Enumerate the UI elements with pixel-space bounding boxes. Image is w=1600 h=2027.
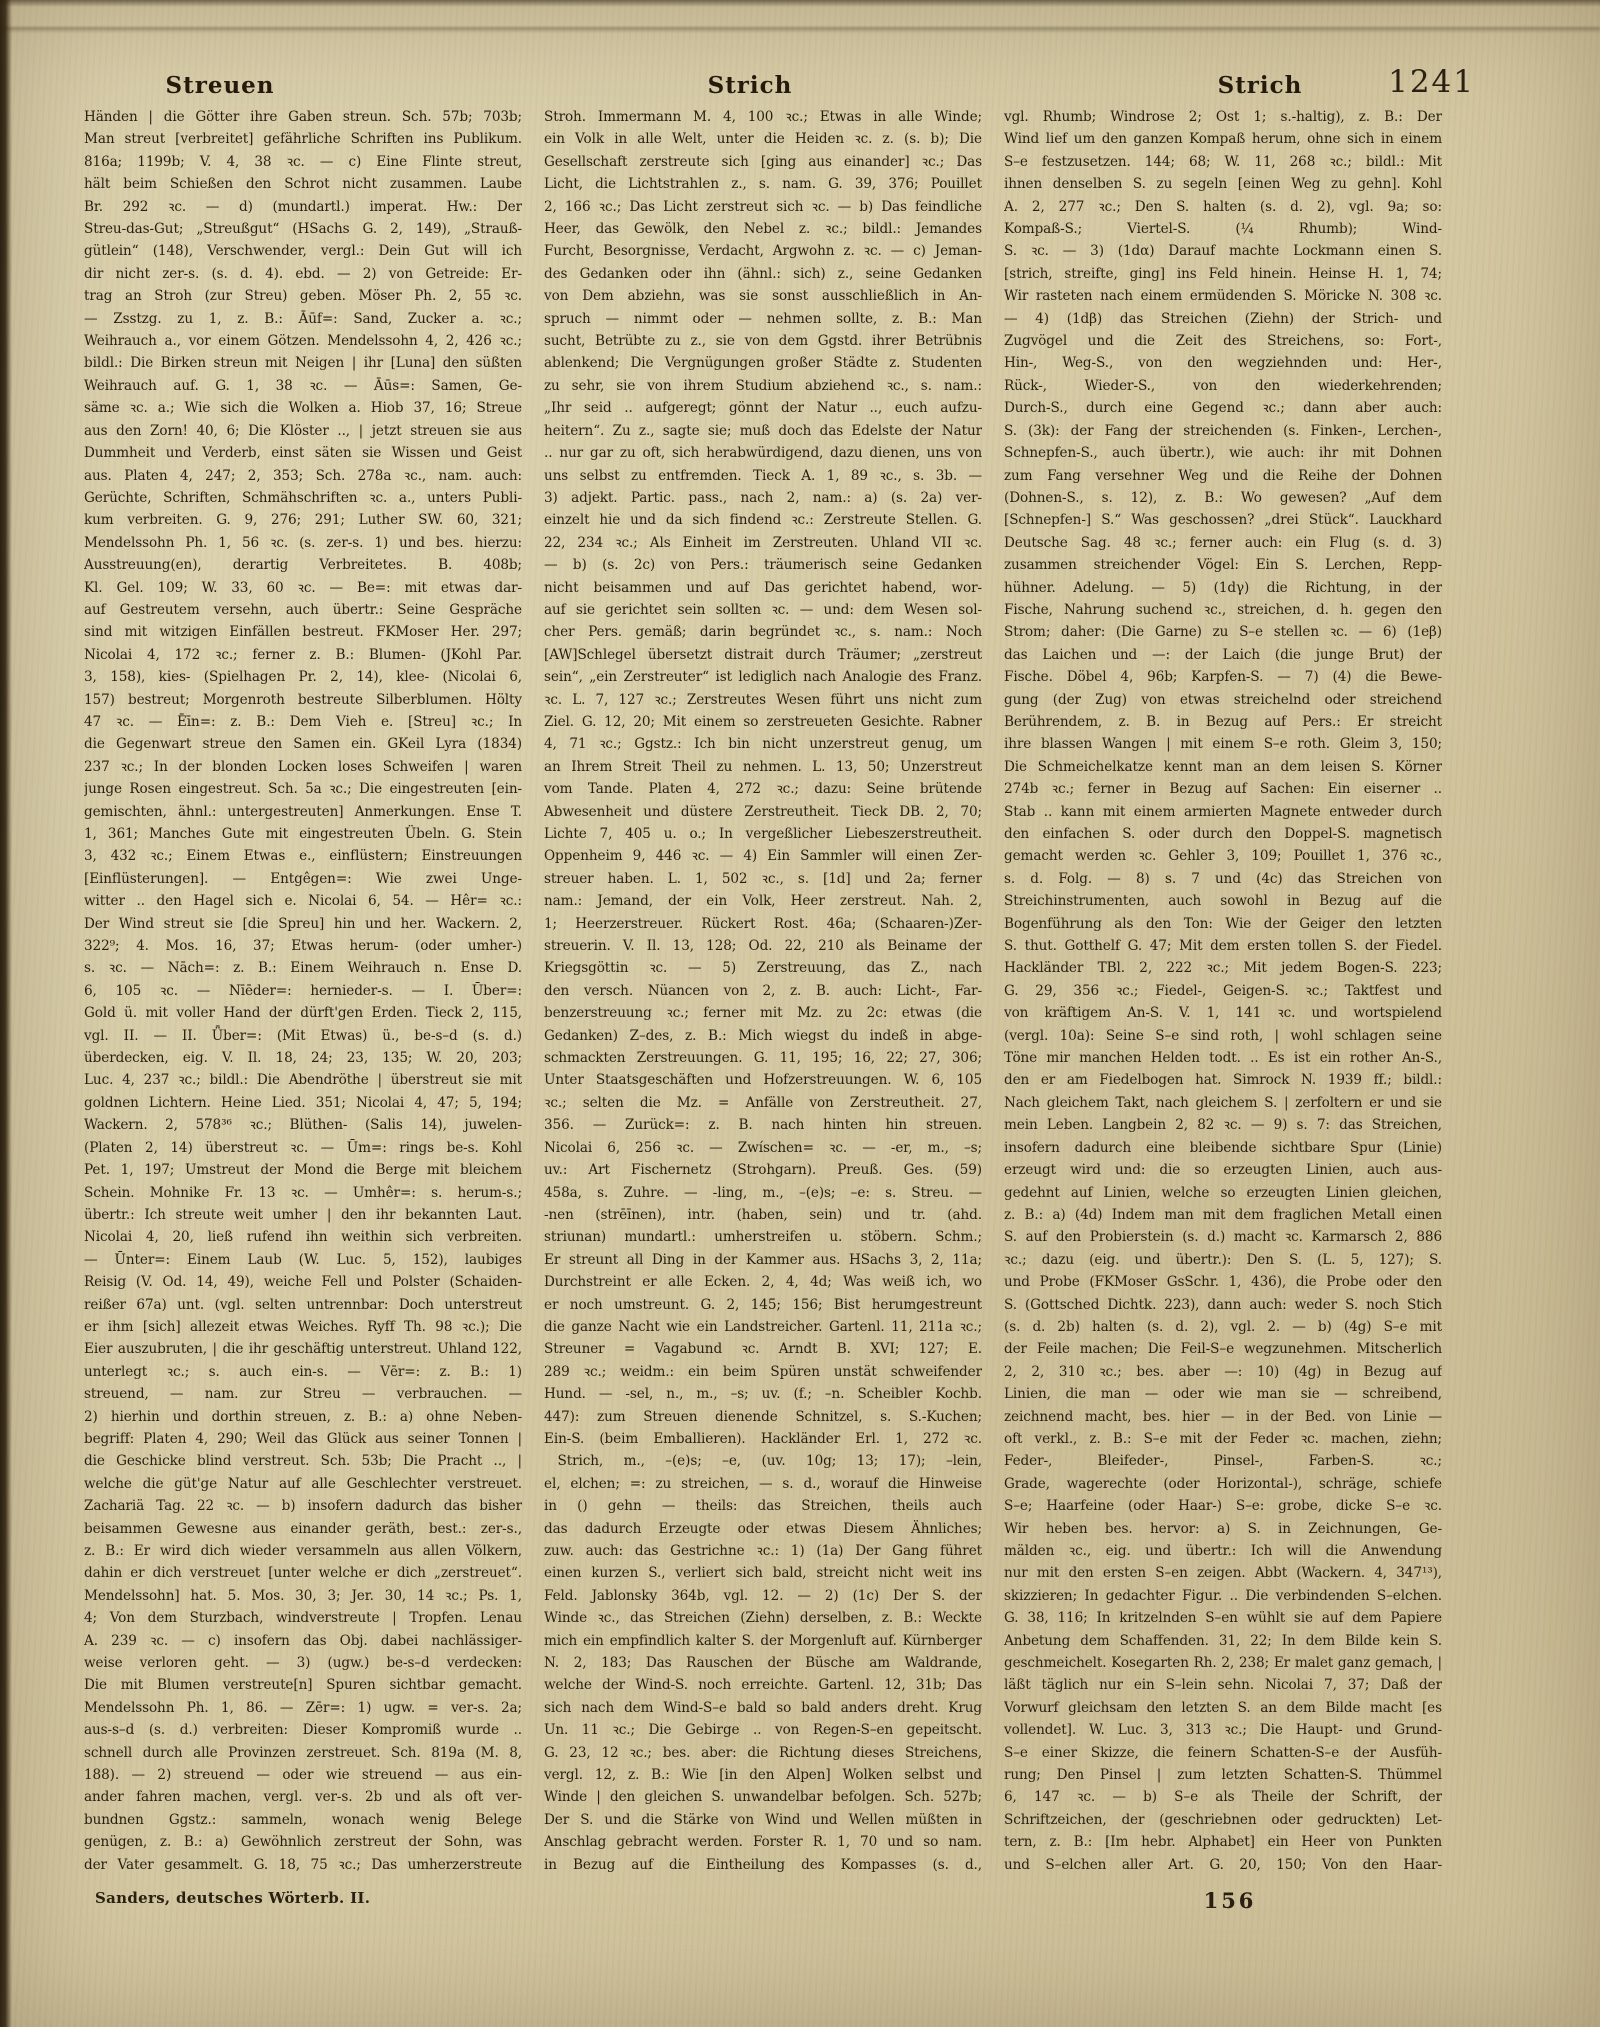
text-line: N. 2, 183; Das Rauschen der Büsche am Waldrande, [544,1655,982,1672]
text-column-2 [544,106,982,1876]
text-line: gütlein“ (148), Verschwender, vergl.: Dein Gut will ich [84,243,522,260]
text-line: Winde | den gleichen S. unwandelbar befolgen. Sch. 527b; [544,1789,982,1806]
text-line: uv.: Art Fischernetz (Strohgarn). Preuß. Ges. (59) [544,1162,982,1179]
text-column-1 [84,106,522,1876]
text-line: Man streut [verbreitet] gefährliche Schriften ins Publikum. [84,131,522,148]
text-line: Streuner = Vagabund ꝛc. Arndt B. XVI; 127; E. [544,1341,982,1358]
text-line: gung (der Zug) von etwas streichelnd oder streichend [1004,691,1442,708]
text-line: der Vater gesammelt. G. 18, 75 ꝛc.; Das umherzerstreute [84,1856,522,1873]
scan-left-edge [0,0,12,2027]
text-line: 2, 166 ꝛc.; Das Licht zerstreut sich ꝛc. — b) Das feindliche [544,198,982,215]
text-line: Grade, wagerechte (oder Horizontal-), schräge, schiefe [1004,1475,1442,1492]
text-line: zuw. auch: das Gestrichne ꝛc.: 1) (1a) Der Gang führet [544,1543,982,1559]
text-line: Stab .. kann mit einem armierten Magnete entweder durch [1004,803,1442,820]
text-line: [Schnepfen-] S.“ Was geschossen? „drei Stück“. Lauckhard [1004,512,1442,529]
text-line: 4; Von dem Sturzbach, windverstreute | Tropfen. Lenau [84,1610,522,1627]
text-line: [strich, streifte, ging] ins Feld hinein. Heinse H. 1, 74; [1004,265,1442,282]
text-line: 3, 432 ꝛc.; Einem Etwas e., einflüstern; Einstreuungen [84,848,522,865]
text-line: reißer 67a) unt. (vgl. selten untrennbar: Doch unterstreut [84,1296,522,1313]
text-line: 458a, s. Zuhre. — -ling, m., –(e)s; –e: s. Streu. — [544,1184,982,1201]
text-line: „Ihr seid .. aufgeregt; gönnt der Natur .., euch aufzu- [544,400,982,417]
text-line: Unter Staatsgeschäften und Hofzerstreuungen. W. 6, 105 [544,1072,982,1089]
text-line: Schriftzeichen, der (geschriebnen oder gedruckten) Let- [1004,1811,1442,1828]
text-line: vom Tande. Platen 4, 272 ꝛc.; dazu: Seine brütende [544,781,982,798]
text-line: Abwesenheit und düstere Zerstreutheit. Tieck DB. 2, 70; [544,803,982,820]
text-line: Kl. Gel. 109; W. 33, 60 ꝛc. — Be=: mit etwas dar- [84,579,522,596]
text-line: und S–elchen aller Art. G. 20, 150; Von den Haar- [1004,1856,1442,1873]
text-line: S–e; Haarfeine (oder Haar-) S–e: grobe, dicke S–e ꝛc. [1004,1498,1442,1515]
text-line: in Bezug auf die Eintheilung des Kompasses (s. d., [544,1856,982,1873]
text-line: Stroh. Immermann M. 4, 100 ꝛc.; Etwas in alle Winde; [544,109,982,125]
text-line: Er streunt all Ding in der Kammer aus. HSachs 3, 2, 11a; [544,1251,982,1268]
text-line: 274b ꝛc.; ferner in Bezug auf Sachen: Ein eiserner .. [1004,781,1442,798]
text-line: Hund. — -sel, n., m., –s; uv. (f.; –n. Scheibler Kochb. [544,1386,982,1403]
text-line: die ganze Nacht wie ein Landstreicher. Gartenl. 11, 211a ꝛc.; [544,1318,982,1335]
text-line: unterlegt ꝛc.; s. auch ein-s. — Vēr=: z. B.: 1) [84,1363,522,1380]
text-line: tern, z. B.: [Im hebr. Alphabet] ein Heer von Punkten [1004,1834,1442,1851]
text-line: Schnepfen-S., auch übertr.), wie auch: ihr mit Dohnen [1004,445,1442,462]
text-line: Ziel. G. 12, 20; Mit einem so zerstreueten Gesichte. Rabner [544,713,982,730]
text-line: streuer haben. L. 1, 502 ꝛc., s. [1d] und 2a; ferner [544,870,982,887]
text-line: Kompaß-S.; Viertel-S. (¼ Rhumb); Wind- [1004,221,1442,238]
text-line: trag an Stroh (zur Streu) geben. Möser Ph. 2, 55 ꝛc. [84,288,522,305]
text-line: (Dohnen-S., s. 12), z. B.: Wo gewesen? „Auf dem [1004,489,1442,506]
text-line: Br. 292 ꝛc. — d) (mundartl.) imperat. Hw.: Der [84,198,522,215]
text-line: beisammen Gewesne aus einander geräth, best.: zer-s., [84,1520,522,1537]
text-line: Strich, m., –(e)s; –e, (uv. 10g; 13; 17); –lein, [544,1453,982,1470]
text-line: Streichinstrumenten, auch sowohl in Bezug auf die [1004,893,1442,910]
text-line: schnell durch alle Provinzen zerstreuet. Sch. 819a (M. 8, [84,1744,522,1761]
text-line: bundnen Ggstz.: sammeln, wonach wenig Belege [84,1811,522,1828]
text-line: 6, 105 ꝛc. — Nīēder=: hernieder-s. — I. Ūber=: [84,982,522,999]
text-line: läßt täglich nur ein S–lein sehn. Nicolai 7, 37; Daß der [1004,1677,1442,1694]
text-line: s. d. Folg. — 8) s. 7 und (4c) das Streichen von [1004,870,1442,887]
text-line: Ausstreuung(en), derartig Verbreitetes. B. 408b; [84,557,522,574]
text-line: zu sehr, sie von ihrem Studium abziehend ꝛc., s. nam.: [544,377,982,394]
text-line: dahin er dich verstreuet [unter welche er dich „zerstreuet“. [84,1565,522,1582]
text-line: Kriegsgöttin ꝛc. — 5) Zerstreuung, das Z., nach [544,960,982,977]
text-line: 816a; 1199b; V. 4, 38 ꝛc. — c) Eine Flinte streut, [84,153,522,170]
text-line: die Gegenwart streue den Samen ein. GKeil Lyra (1834) [84,736,522,753]
text-line: 6, 147 ꝛc. — b) S–e als Theile der Schrift, der [1004,1789,1442,1806]
text-line: s. ꝛc. — Nāch=: z. B.: Einem Weihrauch n. Ense D. [84,960,522,977]
text-line: Durchstreint er alle Ecken. 2, 4, 4d; Was weiß ich, wo [544,1274,982,1291]
text-line: oft verkl., z. B.: S–e mit der Feder ꝛc. machen, ziehn; [1004,1430,1442,1447]
text-column-3 [1004,106,1442,1876]
text-line: Rück-, Wieder-S., von den wiederkehrenden; [1004,377,1442,394]
text-line: Anbetung dem Schaffenden. 31, 22; In dem Bilde kein S. [1004,1632,1442,1649]
text-line: Durch-S., durch eine Gegend ꝛc.; dann aber auch: [1004,400,1442,417]
text-line: Oppenheim 9, 446 ꝛc. — 4) Ein Sammler will einen Zer- [544,848,982,865]
text-line: ꝛc.; selten die Mz. = Anfälle von Zerstreutheit. 27, [544,1094,982,1111]
text-line: einen kurzen S., verliert sich bald, streicht nicht weit ins [544,1565,982,1582]
text-line: Nicolai 4, 20, ließ rufend ihn weithin sich verbreiten. [84,1229,522,1246]
text-line: ein Volk in alle Welt, unter die Heiden ꝛc. z. (s. b); Die [544,131,982,148]
text-line: Wir rasteten nach einem ermüdenden S. Möricke N. 308 ꝛc. [1004,288,1442,305]
text-line: S–e einer Skizze, die feinern Schatten-S–e der Ausfüh- [1004,1744,1442,1761]
text-line: er noch umstreunt. G. 2, 145; 156; Bist herumgestreunt [544,1296,982,1313]
text-line: Bogenführung als den Ton: Wie der Geiger den letzten [1004,915,1442,932]
text-line: Vorwurf gleichsam den letzten S. an dem Bilde macht [es [1004,1699,1442,1716]
running-head-center: Strich [707,72,793,99]
text-line: Gedanken) Z–des, z. B.: Mich wiegst du indeß in abge- [544,1027,982,1044]
text-line: säme ꝛc. a.; Wie sich die Wolken a. Hiob 37, 16; Streue [84,400,522,417]
text-line: Un. 11 ꝛc.; Die Gebirge .. von Regen-S–en gepeitscht. [544,1722,982,1739]
text-line: übertr.: Ich streute weit umher | den ihr bekannten Laut. [84,1206,522,1223]
text-line: das Laichen und —: der Laich (die junge Brut) der [1004,646,1442,663]
text-line: Reisig (V. Od. 14, 49), weiche Fell und Polster (Schaiden- [84,1274,522,1291]
text-line: Furcht, Besorgnisse, Verdacht, Argwohn z. ꝛc. — c) Jeman- [544,243,982,260]
text-line: Heer, das Gewölk, den Nebel z. ꝛc.; bildl.: Jemandes [544,221,982,238]
text-line: des Gedanken oder ihn (ähnl.: sich) z., seine Gedanken [544,265,982,282]
text-line: S. auf den Probierstein (s. d.) macht ꝛc. Karmarsch 2, 886 [1004,1229,1442,1246]
text-line: S. ꝛc. — 3) (1dα) Darauf machte Lockmann einen S. [1004,243,1442,260]
text-line: A. 239 ꝛc. — c) insofern das Obj. dabei nachlässiger- [84,1632,522,1649]
text-line: Nicolai 4, 172 ꝛc.; ferner z. B.: Blumen- (JKohl Par. [84,646,522,663]
text-line: geschmeichelt. Kosegarten Rh. 2, 238; Er malet ganz gemach, | [1004,1655,1442,1672]
text-line: Töne mir manchen Helden todt. .. Es ist ein rother An-S., [1004,1050,1442,1067]
volume-footer: Sanders, deutsches Wörterb. II. [95,1889,371,1907]
text-line: ihre blassen Wangen | mit einem S–e roth. Gleim 3, 150; [1004,736,1442,753]
text-line: 237 ꝛc.; In der blonden Locken loses Schweifen | waren [84,758,522,775]
text-line: Gold ü. mit voller Hand der dürft'gen Erden. Tieck 2, 115, [84,1005,522,1022]
text-line: S. thut. Gotthelf G. 47; Mit dem ersten tollen S. der Fiedel. [1004,938,1442,955]
text-line: überdecken, eig. V. Il. 18, 24; 23, 135; W. 20, 203; [84,1050,522,1067]
text-line: 47 ꝛc. — Ēīn=: z. B.: Dem Vieh e. [Streu] ꝛc.; In [84,713,522,730]
text-line: ꝛc.; dazu (eig. und übertr.): Den S. (L. 5, 127); S. [1004,1251,1442,1268]
text-line: gemischten, ähnl.: untergestreuten] Anmerkungen. Ense T. [84,803,522,820]
text-line: die Geschicke blind verstreut. Sch. 53b; Die Pracht .., | [84,1453,522,1470]
text-line: G. 38, 116; In kritzelnden S–en wühlt sie auf dem Papiere [1004,1610,1442,1627]
text-line: auf Gestreutem versehn, auch übertr.: Seine Gespräche [84,601,522,618]
text-line: Mendelssohn Ph. 1, 86. — Zēr=: 1) ugw. = ver-s. 2a; [84,1699,522,1716]
text-line: mein Leben. Langbein 2, 82 ꝛc. — 9) s. 7: das Streichen, [1004,1117,1442,1134]
text-line: Nicolai 6, 256 ꝛc. — Zwíschen= ꝛc. — -er, m., –s; [544,1139,982,1156]
text-line: Eier auszubruten, | die ihr geschäftig unterstreut. Uhland 122, [84,1341,522,1358]
text-line: genügen, z. B.: a) Gewöhnlich zerstreut der Sohn, was [84,1834,522,1851]
text-line: ablenkend; Die Vergnügungen großer Städte z. Studenten [544,355,982,372]
text-line: Fische. Döbel 4, 96b; Karpfen-S. — 7) (4) die Bewe- [1004,669,1442,686]
text-line: an Ihrem Streit Theil zu nehmen. L. 13, 50; Unzerstreut [544,758,982,775]
text-line: gedehnt auf Linien, welche so erzeugten Linien gleichen, [1004,1184,1442,1201]
text-line: zusammen streichender Vögel: Ein S. Lerchen, Repp- [1004,557,1442,574]
text-line: A. 2, 277 ꝛc.; Den S. halten (s. d. 2), vgl. 9a; so: [1004,198,1442,215]
text-line: welche die güt'ge Natur auf alle Geschlechter verstreuet. [84,1475,522,1492]
text-line: heitern“. Zu z., sagte sie; muß doch das Edelste der Natur [544,422,982,439]
text-line: sucht, Betrübte zu z., sie von dem Ggstd. ihrer Betrübnis [544,333,982,350]
text-line: streuerin. V. Il. 13, 128; Od. 22, 210 als Beiname der [544,938,982,955]
text-line: Der Wind streut sie [die Spreu] hin und her. Wackern. 2, [84,915,522,932]
text-line: streuend, — nam. zur Streu — verbrauchen. — [84,1386,522,1403]
text-line: hühner. Adelung. — 5) (1dγ) die Richtung, in der [1004,579,1442,596]
text-line: Mendelssohn Ph. 1, 56 ꝛc. (s. zer-s. 1) und bes. hierzu: [84,534,522,551]
text-line: z. B.: a) (4d) Indem man mit dem fraglichen Metall einen [1004,1206,1442,1223]
text-line: 447): zum Streuen dienende Schnitzel, s. S.-Kuchen; [544,1408,982,1425]
text-line: striunan) mundartl.: umherstreifen u. stöbern. Schm.; [544,1229,982,1246]
text-line: — Zsstzg. zu 1, z. B.: Āūf=: Sand, Zucker a. ꝛc.; [84,310,522,327]
text-line: junge Rosen eingestreut. Sch. 5a ꝛc.; Die eingestreuten [ein- [84,781,522,798]
text-line: gemacht werden ꝛc. Gehler 3, 109; Pouillet 1, 376 ꝛc., [1004,848,1442,865]
text-line: Dummheit und Verderb, einst säten sie Wissen und Geist [84,445,522,462]
text-line: goldnen Lichtern. Heine Lied. 351; Nicolai 4, 47; 5, 194; [84,1094,522,1111]
text-line: aus-s–d (s. d.) verbreiten: Dieser Kompromiß wurde .. [84,1722,522,1739]
text-line: S–e festzusetzen. 144; 68; W. 11, 268 ꝛc.; bildl.: Mit [1004,153,1442,170]
text-line: Luc. 4, 237 ꝛc.; bildl.: Die Abendröthe | überstreut sie mit [84,1072,522,1089]
running-head-right: Strich [1217,72,1303,99]
text-line: mälden ꝛc., eig. und übertr.: Ich will die Anwendung [1004,1543,1442,1559]
text-line: G. 29, 356 ꝛc.; Fiedel-, Geigen-S. ꝛc.; Taktfest und [1004,982,1442,999]
text-line: den er am Fiedelbogen hat. Simrock N. 1939 ff.; bildl.: [1004,1072,1442,1089]
text-line: bildl.: Die Birken streun mit Neigen | ihr [Luna] den süßten [84,355,522,372]
text-line: spruch — nimmt oder — nehmen sollte, z. B.: Man [544,310,982,327]
text-line: Hin-, Weg-S., von den wegziehnden und: Her-, [1004,355,1442,372]
text-line: Wir heben bes. hervor: a) S. in Zeichnungen, Ge- [1004,1520,1442,1537]
text-line: einzelt hie und da sich findend ꝛc.: Zerstreute Stellen. G. [544,512,982,529]
text-line: el, elchen; =: zu streichen, — s. d., worauf die Hinweise [544,1475,982,1492]
text-line: von Dem abziehn, was sie sonst ausschließlich in An- [544,288,982,305]
text-line: Wackern. 2, 578³⁶ ꝛc.; Blüthen- (Salis 14), juwelen- [84,1117,522,1134]
text-line: den einfachen S. oder durch den Doppel-S. magnetisch [1004,826,1442,842]
scan-artifact-streak [0,27,1600,33]
text-line: (vergl. 10a): Seine S–e sind roth, | wohl schlagen seine [1004,1027,1442,1044]
text-line: Weihrauch auf. G. 1, 38 ꝛc. — Āūs=: Samen, Ge- [84,377,522,394]
text-line: rung; Den Pinsel | zum letzten Schatten-S. Thümmel [1004,1767,1442,1784]
text-line: uns selbst zu entfremden. Tieck A. 1, 89 ꝛc., s. 3b. — [544,467,982,484]
text-line: dir nicht zer-s. (s. d. 4). ebd. — 2) von Getreide: Er- [84,265,522,282]
text-line: den versch. Nüancen von 2, z. B. auch: Licht-, Far- [544,982,982,999]
text-line: kum verbreiten. G. 9, 276; 291; Luther SW. 60, 321; [84,512,522,529]
text-line: ander fahren machen, vergl. ver-s. 2b und als oft ver- [84,1789,522,1806]
text-line: aus den Zorn! 40, 6; Die Klöster .., | jetzt streuen sie aus [84,422,522,439]
text-line: nam.: Jemand, der ein Volk, Heer zerstreut. Nah. 2, [544,893,982,910]
text-line: 356. — Zurück=: z. B. nach hinten hin streuen. [544,1117,982,1134]
text-line: Hackländer TBl. 2, 222 ꝛc.; Mit jedem Bogen-S. 223; [1004,960,1442,977]
page-number: 1241 [1388,64,1475,100]
text-line: -nen (strēīnen), intr. (haben, sein) und tr. (ahd. [544,1206,982,1223]
text-line: witter .. den Hagel sich e. Nicolai 6, 54. — Hêr= ꝛc.: [84,893,522,910]
text-line: Der S. und die Stärke von Wind und Wellen müßten in [544,1811,982,1828]
text-line: vgl. II. — II. Ǖber=: (Mit Etwas) ü., be-s–d (s. d.) [84,1027,522,1044]
text-line: [AW]Schlegel übersetzt distrait durch Träumer; „zerstreut [544,646,982,663]
text-line: in () gehn — theils: das Streichen, theils auch [544,1498,982,1515]
text-line: Deutsche Sag. 48 ꝛc.; ferner auch: ein Flug (s. d. 3) [1004,534,1442,551]
text-line: aus. Platen 4, 247; 2, 353; Sch. 278a ꝛc., nam. auch: [84,467,522,484]
text-line: Gesellschaft zerstreute sich [ging aus einander] ꝛc.; Das [544,153,982,170]
text-line: 3, 158), kies- (Spielhagen Pr. 2, 14), klee- (Nicolai 6, [84,669,522,686]
text-line: erzeugt wird und: die so erzeugten Linien, auch aus- [1004,1162,1442,1179]
text-line: (s. d. 2b) halten (s. d. 2), vgl. 2. — b) (4g) S–e mit [1004,1318,1442,1335]
text-line: S. (Gottsched Dichtk. 223), dann auch: weder S. noch Stich [1004,1296,1442,1313]
text-line: insofern dadurch eine bleibende sichtbare Spur (Linie) [1004,1139,1442,1156]
scan-top-edge [0,0,1600,7]
text-line: sich nach dem Wind-S–e bald so bald anders dreht. Krug [544,1699,982,1716]
text-line: sein“, „ein Zerstreuter“ ist lediglich nach Analogie des Franz. [544,669,982,686]
text-line: Licht, die Lichtstrahlen z., s. nam. G. 39, 376; Pouillet [544,176,982,193]
text-line: 188). — 2) streuend — oder wie streuend — aus ein- [84,1767,522,1784]
sheet-signature-number: 156 [1203,1888,1257,1913]
text-line: Zugvögel und die Zeit des Streichens, so: Fort-, [1004,333,1442,350]
text-line: Mendelssohn] hat. 5. Mos. 30, 3; Jer. 30, 14 ꝛc.; Ps. 1, [84,1587,522,1604]
text-line: benzerstreuung ꝛc.; ferner mit Mz. zu 2c: etwas (die [544,1005,982,1022]
text-line: z. B.: Er wird dich wieder versammeln aus allen Völkern, [84,1543,522,1559]
text-line: (Platen 2, 14) überstreut ꝛc. — Ūm=: rings be-s. Kohl [84,1139,522,1156]
text-line: nicht beisammen und auf Das gerichtet habend, wor- [544,579,982,596]
text-line: 1, 361; Manches Gute mit eingestreuten Übeln. G. Stein [84,826,522,842]
text-line: Streu-das-Gut; „Streußgut“ (HSachs G. 2, 149), „Strauß- [84,221,522,238]
text-line: ꝛc. L. 7, 127 ꝛc.; Zerstreutes Wesen führt uns nicht zum [544,691,982,708]
text-line: ihnen denselben S. zu segeln [einen Weg zu gehn]. Kohl [1004,176,1442,193]
text-line: hält beim Schießen den Schrot nicht zusammen. Laube [84,176,522,193]
text-line: Wind lief um den ganzen Kompaß herum, ohne sich in einem [1004,131,1442,148]
text-line: Die Schmeichelkatze kennt man an dem leisen S. Körner [1004,758,1442,775]
text-line: zum Fang versehner Weg und die Reihe der Dohnen [1004,467,1442,484]
text-line: zeichnend macht, bes. hier — in der Bed. von Linie — [1004,1408,1442,1425]
text-line: das dadurch Erzeugte oder etwas Diesem Ähnliches; [544,1520,982,1537]
text-line: Die mit Blumen verstreute[n] Spuren sichtbar gemacht. [84,1677,522,1694]
text-line: mich ein empfindlich kalter S. der Morgenluft auf. Kürnberger [544,1632,982,1649]
text-line: 157) bestreut; Morgenroth bestreute Silberblumen. Hölty [84,691,522,708]
text-line: Winde ꝛc., das Streichen (Ziehn) derselben, z. B.: Weckte [544,1610,982,1627]
text-line: nur mit den ersten S–en zeigen. Abbt (Wackern. 4, 347¹³), [1004,1565,1442,1582]
text-line: schmackten Zerstreuungen. G. 11, 195; 16, 22; 27, 306; [544,1050,982,1067]
text-line: 1; Heerzerstreuer. Rückert Rost. 46a; (Schaaren-)Zer- [544,915,982,932]
text-line: Nach gleichem Takt, nach gleichem S. | zerfoltern er und sie [1004,1094,1442,1111]
text-line: sind mit witzigen Einfällen bestreut. FKMoser Her. 297; [84,624,522,641]
text-line: Fische, Nahrung suchend ꝛc., streichen, d. h. gegen den [1004,601,1442,618]
text-line: — Ūnter=: Einem Laub (W. Luc. 5, 152), laubiges [84,1251,522,1268]
text-line: vollendet]. W. Luc. 3, 313 ꝛc.; Die Haupt- und Grund- [1004,1722,1442,1739]
text-line: weise verloren geht. — 3) (ugw.) be-s–d verdecken: [84,1655,522,1672]
text-line: Strom; daher: (Die Garne) zu S–e stellen ꝛc. — 6) (1eβ) [1004,624,1442,641]
running-head-left: Streuen [165,72,275,99]
text-line: .. nur gar zu oft, sich herabwürdigend, dazu dienen, uns von [544,445,982,462]
text-line: Schein. Mohnike Fr. 13 ꝛc. — Umhêr=: s. herum-s.; [84,1184,522,1201]
text-line: begriff: Platen 4, 290; Weil das Glück aus seiner Tonnen | [84,1430,522,1447]
text-line: — b) (s. 2c) von Pers.: träumerisch seine Gedanken [544,557,982,574]
text-line: auf sie gerichtet sein sollten ꝛc. — und: dem Wesen sol- [544,601,982,618]
text-line: S. (3k): der Fang der streichenden (s. Finken-, Lerchen-, [1004,422,1442,439]
text-line: 2) hierhin und dorthin streuen, z. B.: a) ohne Neben- [84,1408,522,1425]
text-line: skizzieren; In gedachter Figur. .. Die verbindenden S–elchen. [1004,1587,1442,1604]
text-line: Pet. 1, 197; Umstreut der Mond die Berge mit bleichem [84,1162,522,1179]
text-line: — 4) (1dβ) das Streichen (Ziehn) der Strich- und [1004,310,1442,327]
text-line: Zachariä Tag. 22 ꝛc. — b) insofern dadurch das bisher [84,1498,522,1515]
text-line: Händen | die Götter ihre Gaben streun. Sch. 57b; 703b; [84,109,522,125]
text-line: vgl. Rhumb; Windrose 2; Ost 1; s.-haltig), z. B.: Der [1004,109,1442,125]
text-line: Gerüchte, Schriften, Schmähschriften ꝛc. a., unters Publi- [84,489,522,506]
text-line: welche der Wind-S. noch erreichte. Gartenl. 12, 31b; Das [544,1677,982,1694]
text-line: 2, 2, 310 ꝛc.; bes. aber —: 10) (4g) in Bezug auf [1004,1363,1442,1380]
text-line: 4, 71 ꝛc.; Ggstz.: Ich bin nicht unzerstreut genug, um [544,736,982,753]
text-line: vergl. 12, z. B.: Wie [in den Alpen] Wolken selbst und [544,1767,982,1784]
text-line: Feder-, Bleifeder-, Pinsel-, Farben-S. ꝛc.; [1004,1453,1442,1470]
text-line: Feld. Jablonsky 364b, vgl. 12. — 2) (1c) Der S. der [544,1587,982,1604]
text-line: der Feile machen; Die Feil-S–e wegzunehmen. Mitscherlich [1004,1341,1442,1358]
text-line: und Probe (FKMoser GsSchr. 1, 436), die Probe oder den [1004,1274,1442,1291]
text-line: G. 23, 12 ꝛc.; bes. aber: die Richtung dieses Streichens, [544,1744,982,1761]
text-line: Linien, die man — oder wie man sie — schreibend, [1004,1386,1442,1403]
text-line: Anschlag gebracht werden. Forster R. 1, 70 und so nam. [544,1834,982,1851]
text-line: er ihm [sich] allezeit etwas Weiches. Ryff Th. 98 ꝛc.); Die [84,1318,522,1335]
text-line: Lichte 7, 405 u. o.; In vergeßlicher Liebeszerstreutheit. [544,826,982,842]
text-line: cher Pers. gemäß; darin begründet ꝛc., s. nam.: Noch [544,624,982,641]
text-line: Weihrauch a., vor einem Götzen. Mendelssohn 4, 2, 426 ꝛc.; [84,333,522,350]
text-line: 289 ꝛc.; weidm.: ein beim Spüren unstät schweifender [544,1363,982,1380]
text-line: von kräftigem An-S. V. 1, 141 ꝛc. und wortspielend [1004,1005,1442,1022]
text-line: 22, 234 ꝛc.; Als Einheit im Zerstreuten. Uhland VII ꝛc. [544,534,982,551]
text-line: [Einflüsterungen]. — Entgêgen=: Wie zwei Unge- [84,870,522,887]
text-line: Ein-S. (beim Emballieren). Hackländer Erl. 1, 272 ꝛc. [544,1430,982,1447]
text-line: 322⁹; 4. Mos. 16, 37; Etwas herum- (oder umher-) [84,938,522,955]
text-line: 3) adjekt. Partic. pass., nach 2, nam.: a) (s. 2a) ver- [544,489,982,506]
text-line: Berührendem, z. B. in Bezug auf Pers.: Er streicht [1004,713,1442,730]
